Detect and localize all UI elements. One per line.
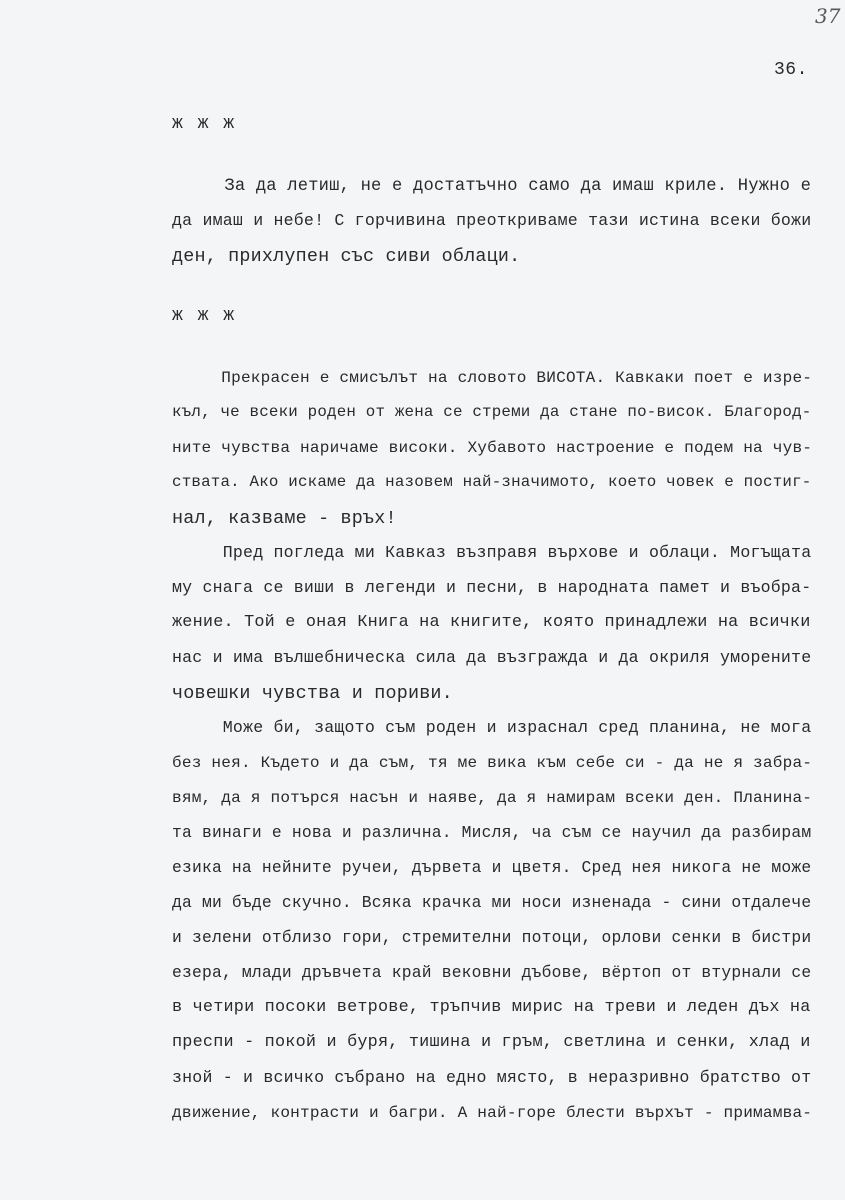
text-line: жение. Той е оная Книга на книгите, която принадлежи на всички: [172, 613, 811, 632]
text-line: в четири посоки ветрове, тръпчив мирис на треви и леден дъх на: [172, 998, 811, 1017]
section-separator: ж ж ж: [172, 306, 237, 326]
text-line: ствата. Ако искаме да назовем най-значимото, което човек е постиг-: [172, 473, 812, 491]
text-line: та винаги е нова и различна. Мисля, ча съм се научил да разбирам: [172, 823, 812, 842]
text-line: Може би, защото съм роден и израснал сред планина, не мога: [172, 718, 812, 737]
text-line: Пред погледа ми Кавказ възправя върхове и облаци. Могъщата: [172, 543, 812, 562]
handwritten-page-number: 37: [815, 4, 841, 28]
text-line: вям, да я потърся насън и наяве, да я намирам всеки ден. Планина-: [172, 789, 813, 807]
printed-page-number: 36.: [774, 60, 808, 80]
text-line: и зелени отблизо гори, стремителни потоци, орлови сенки в бистри: [172, 928, 812, 947]
text-line: ните чувства наричаме високи. Хубавото настроение е подем на чув-: [172, 439, 813, 457]
text-line: човешки чувства и пориви.: [172, 683, 453, 704]
text-line: За да летиш, не е достатъчно само да имаш криле. Нужно е: [172, 177, 812, 196]
text-line: му снага се виши в легенди и песни, в народната памет и въобра-: [172, 578, 812, 597]
text-line: нал, казваме - връх!: [172, 508, 397, 529]
text-line: зной - и всичко събрано на едно място, в неразривно братство от: [172, 1068, 812, 1087]
text-line: да ми бъде скучно. Всяка крачка ми носи изненада - сини отдалече: [172, 893, 812, 912]
text-line: къл, че всеки роден от жена се стреми да стане по-висок. Благород-: [172, 403, 812, 421]
text-line: ден, прихлупен със сиви облаци.: [172, 246, 521, 267]
text-line: нас и има вълшебническа сила да възгражда и да окриля уморените: [172, 648, 812, 667]
text-line: Прекрасен е смисълът на словото ВИСОТА. Кавкаки поет е изре-: [172, 369, 813, 387]
text-line: езера, млади дръвчета край вековни дъбове, вёртоп от втурнали се: [172, 963, 812, 982]
text-line: езика на нейните ручеи, дървета и цветя. Сред нея никога не може: [172, 858, 812, 877]
text-line: преспи - покой и буря, тишина и гръм, светлина и сенки, хлад и: [172, 1033, 811, 1052]
section-separator: ж ж ж: [172, 114, 237, 134]
text-line: да имаш и небе! С горчивина преоткриваме тази истина всеки божи: [172, 211, 812, 230]
text-line: без нея. Където и да съм, тя ме вика към себе си - да не я забра-: [172, 754, 813, 772]
text-line: движение, контрасти и багри. А най-горе блести върхът - примамва-: [172, 1104, 813, 1122]
